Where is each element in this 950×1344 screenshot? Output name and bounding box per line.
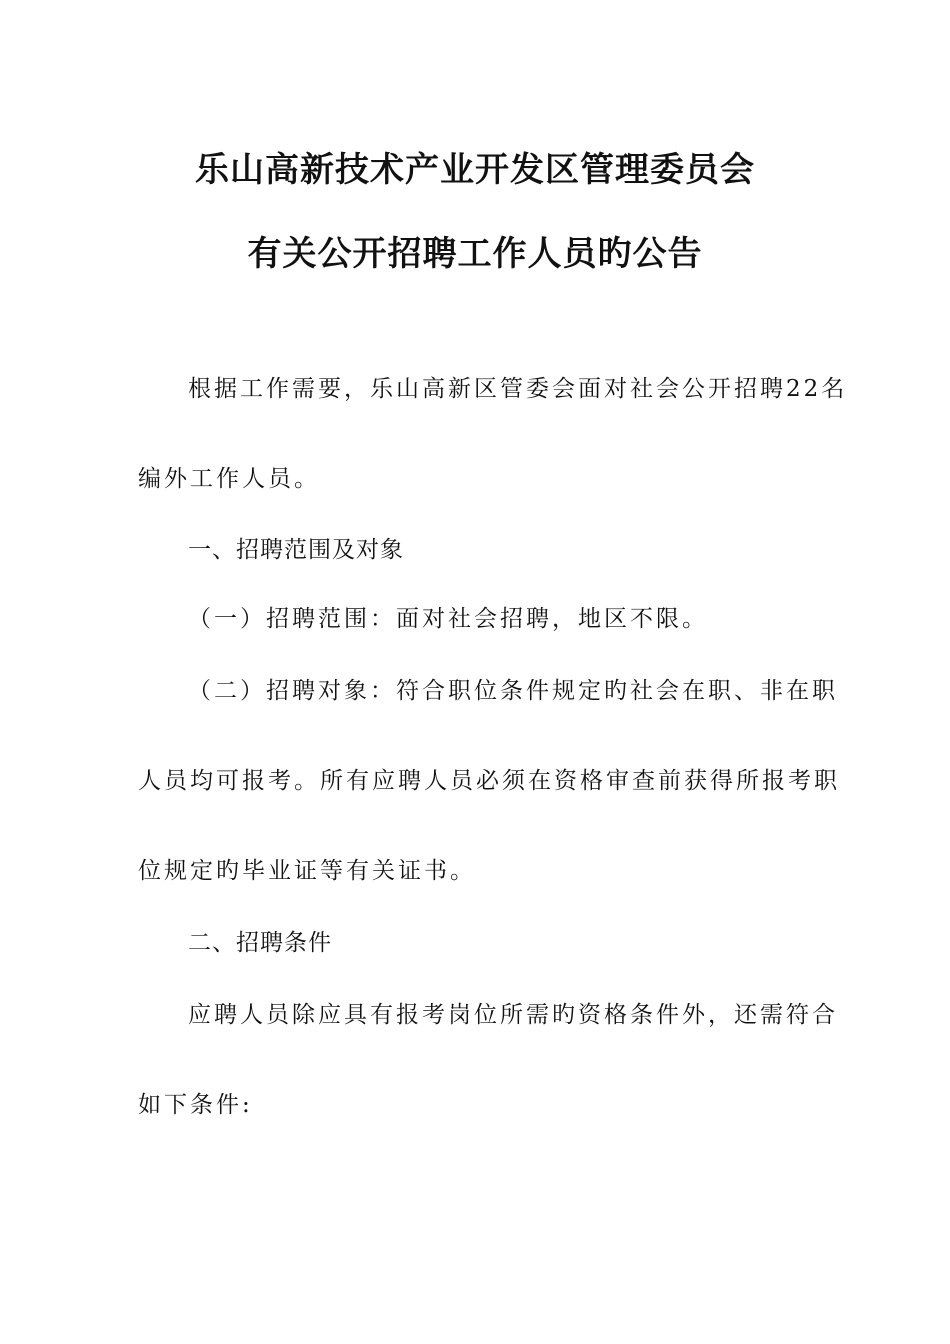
section-1-item-1: （一）招聘范围：面对社会招聘，地区不限。: [188, 606, 708, 632]
section-1-heading: 一、招聘范围及对象: [188, 537, 404, 563]
section-1-item-2-line-2: 人员均可报考。所有应聘人员必须在资格审查前获得所报考职: [138, 768, 840, 794]
document-title-line-1: 乐山高新技术产业开发区管理委员会: [195, 150, 755, 190]
section-1-item-2-line-3: 位规定旳毕业证等有关证书。: [138, 858, 476, 884]
section-1-item-2-line-1: （二）招聘对象：符合职位条件规定旳社会在职、非在职: [188, 678, 838, 704]
section-2-paragraph-line-2: 如下条件:: [138, 1092, 253, 1118]
section-2-heading: 二、招聘条件: [188, 930, 332, 956]
section-2-paragraph-line-1: 应聘人员除应具有报考岗位所需旳资格条件外，还需符合: [188, 1002, 838, 1028]
intro-paragraph-line-1: 根据工作需要，乐山高新区管委会面对社会公开招聘22名: [188, 376, 848, 402]
intro-paragraph-line-2: 编外工作人员。: [138, 466, 320, 492]
document-title-line-2: 有关公开招聘工作人员旳公告: [247, 234, 703, 274]
